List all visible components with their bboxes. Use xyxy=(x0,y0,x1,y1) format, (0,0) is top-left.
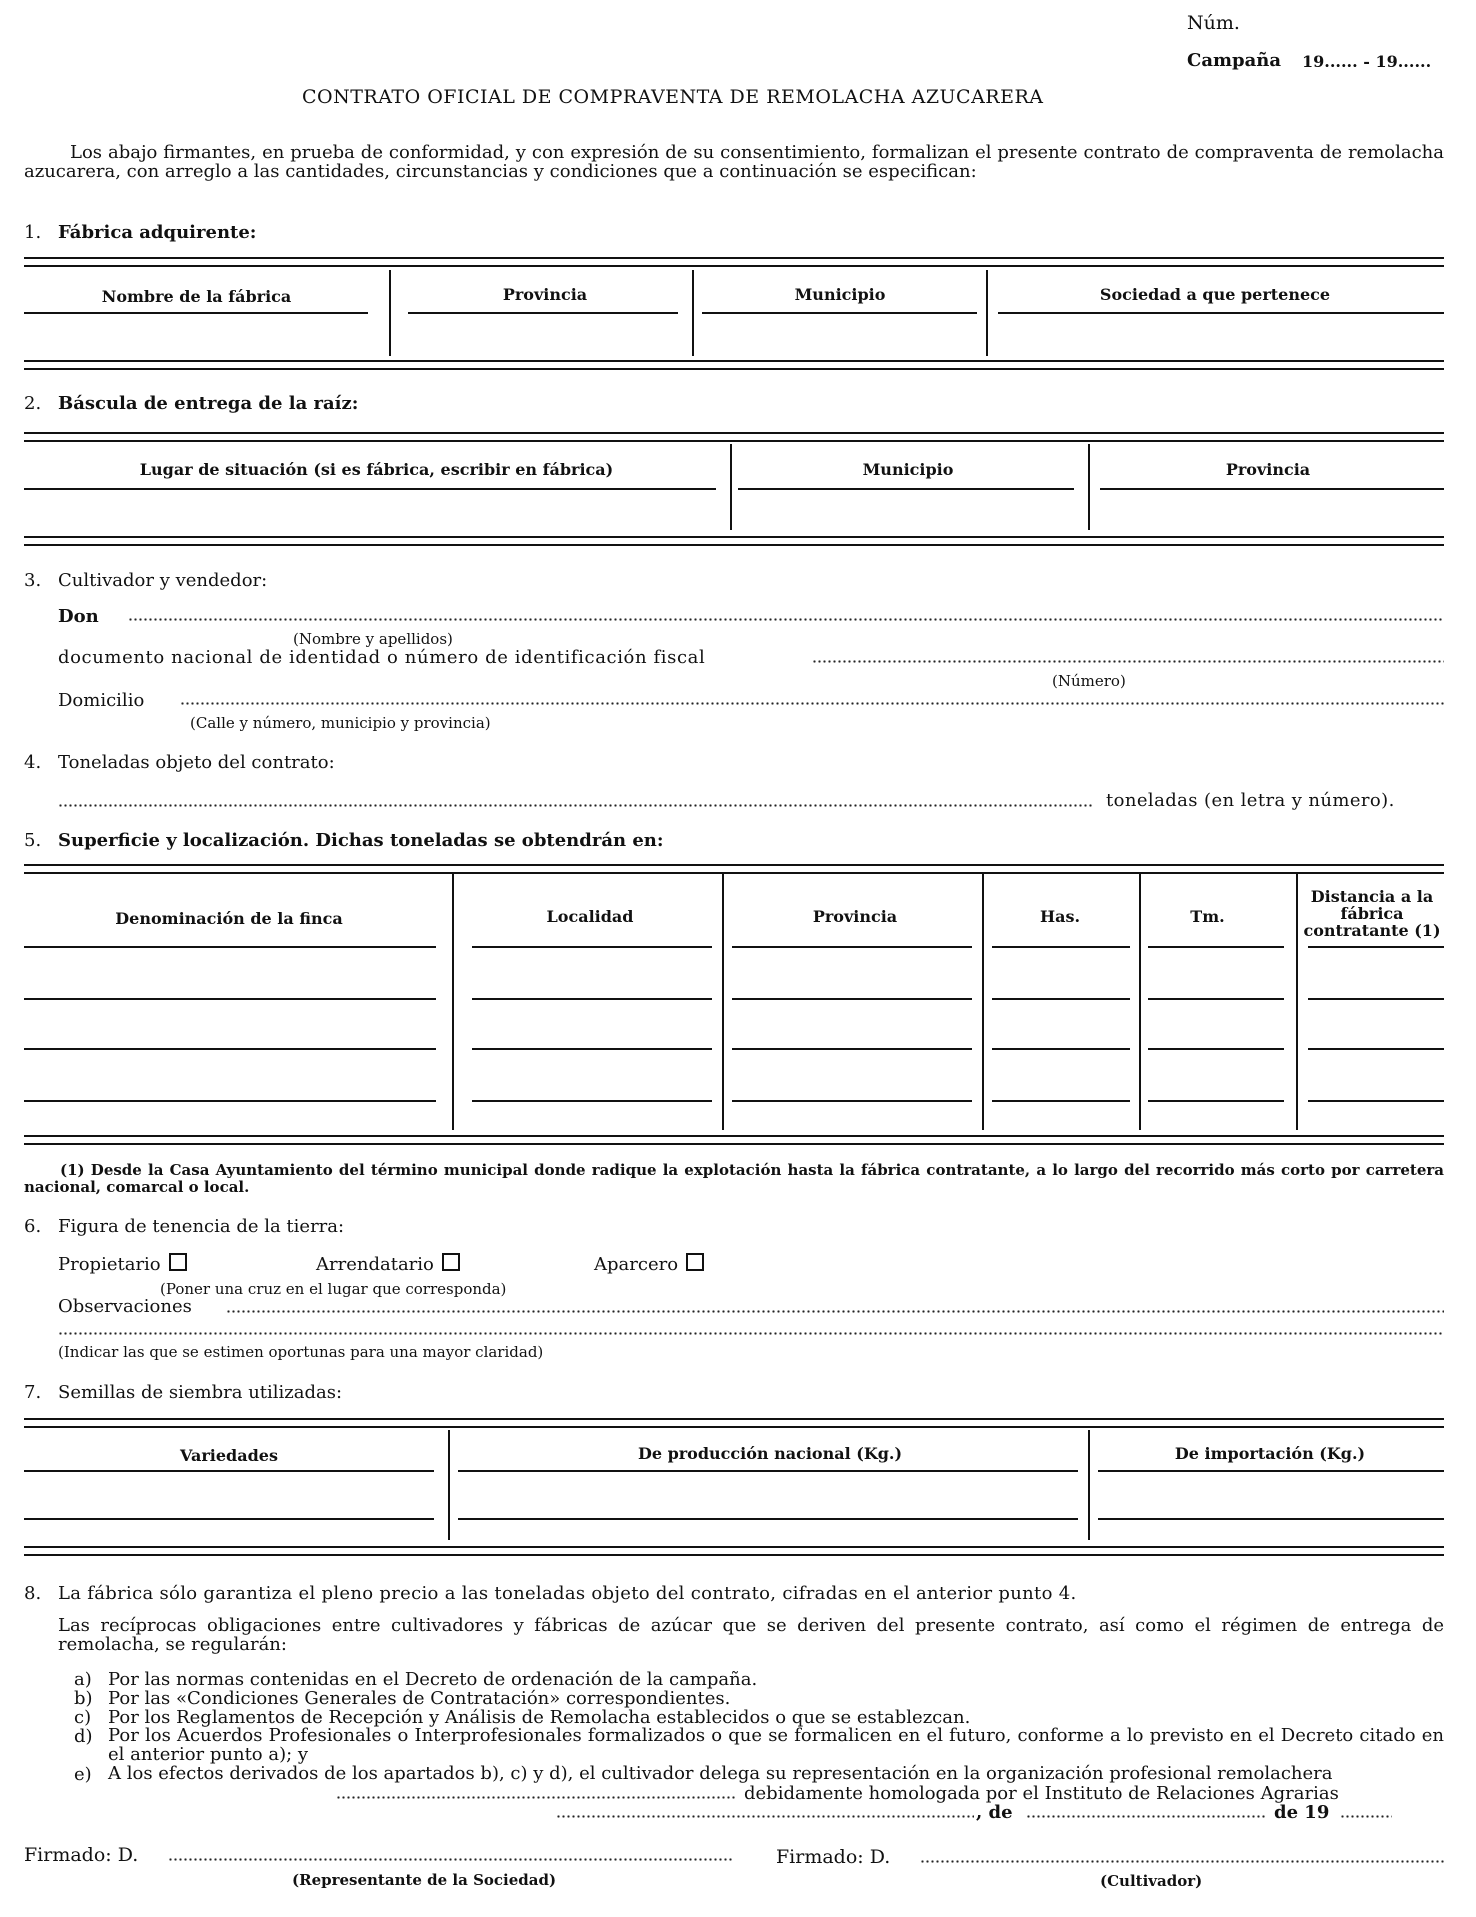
doc-field[interactable] xyxy=(812,660,1444,663)
table-2-header-rule xyxy=(24,488,716,490)
section-8-paragraph: Las recíprocas obligaciones entre cultivadores y fábricas de azúcar que se deriven del presente contrato, así como el régimen de entrega de remolacha, se regularán: xyxy=(58,1615,1444,1655)
footnote-1: (1) Desde la Casa Ayuntamiento del término municipal donde radique la explotación hasta la fábrica contratante, a lo largo del recorrido más corto por carretera nacional, comarcal o local. xyxy=(24,1161,1444,1196)
section-3-number: 3. xyxy=(24,570,42,591)
table-1-top-rule xyxy=(24,257,1444,267)
table-2-divider xyxy=(730,444,732,530)
table-1-divider xyxy=(986,270,988,356)
col-municipio: Municipio xyxy=(794,285,886,304)
table-5-bottom-rule xyxy=(24,1135,1444,1145)
table-5-row-rule xyxy=(992,946,1130,948)
table-1-bottom-rule xyxy=(24,360,1444,370)
de-label-2: de 19 xyxy=(1274,1802,1330,1823)
col-variedades: Variedades xyxy=(180,1446,278,1465)
table-7-rule xyxy=(458,1470,1078,1472)
col-provincia: Provincia xyxy=(502,285,588,304)
form-title: CONTRATO OFICIAL DE COMPRAVENTA DE REMOLACHA AZUCARERA xyxy=(302,86,1044,108)
col-provincia-5: Provincia xyxy=(812,907,898,926)
aparcero-label: Aparcero xyxy=(594,1254,679,1275)
section-1-title: Fábrica adquirente: xyxy=(58,222,257,243)
domicilio-hint: (Calle y número, municipio y provincia) xyxy=(190,714,491,732)
table-5-row-rule xyxy=(1308,998,1444,1000)
domicilio-label: Domicilio xyxy=(58,690,145,711)
campaign-value[interactable]: 19...... - 19...... xyxy=(1302,52,1432,71)
doc-hint: (Número) xyxy=(1052,672,1126,690)
table-2-bottom-rule xyxy=(24,536,1444,546)
propietario-label: Propietario xyxy=(58,1254,161,1275)
signature-left-field[interactable] xyxy=(168,1858,734,1861)
section-5-number: 5. xyxy=(24,830,42,851)
table-5-row-rule xyxy=(1148,946,1284,948)
num-label: Núm. xyxy=(1187,12,1240,34)
section-2-number: 2. xyxy=(24,393,42,414)
observaciones-label: Observaciones xyxy=(58,1296,192,1317)
option-propietario[interactable] xyxy=(58,1253,187,1275)
section-8-title: La fábrica sólo garantiza el pleno precio a las toneladas objeto del contrato, cifradas en el anterior punto 4. xyxy=(58,1583,1077,1604)
table-1-header-rule xyxy=(998,312,1444,314)
table-7-top-rule xyxy=(24,1418,1444,1428)
section-8-number: 8. xyxy=(24,1583,42,1604)
item-d-text: Por los Acuerdos Profesionales o Interprofesionales formalizados o que se formalicen en el futuro, conforme a lo previsto en el Decreto citado en el anterior punto a); y xyxy=(108,1725,1444,1765)
item-b-letter: b) xyxy=(74,1688,93,1709)
table-7-bottom-rule xyxy=(24,1546,1444,1556)
table-5-row-rule xyxy=(1148,1100,1284,1102)
col-nombre-fabrica: Nombre de la fábrica xyxy=(101,287,292,306)
table-5-row-rule xyxy=(1148,998,1284,1000)
col-distancia: Distancia a la fábrica contratante (1) xyxy=(1303,887,1441,940)
aparcero-checkbox[interactable] xyxy=(686,1253,704,1271)
section-2-title: Báscula de entrega de la raíz: xyxy=(58,393,359,414)
section-7-number: 7. xyxy=(24,1382,42,1403)
item-b-text: Por las «Condiciones Generales de Contratación» correspondientes. xyxy=(108,1688,731,1709)
table-5-divider xyxy=(1139,874,1141,1130)
observaciones-hint: (Indicar las que se estimen oportunas para una mayor claridad) xyxy=(58,1343,544,1361)
table-5-row-rule xyxy=(732,946,972,948)
table-5-row-rule xyxy=(1148,1048,1284,1050)
item-c-text: Por los Reglamentos de Recepción y Análisis de Remolacha establecidos o que se establezcan. xyxy=(108,1707,971,1728)
item-e-text: A los efectos derivados de los apartados b), c) y d), el cultivador delega su representación en la organización profesional remolachera xyxy=(108,1763,1333,1784)
table-1-header-rule xyxy=(24,312,368,314)
table-5-row-rule xyxy=(1308,1100,1444,1102)
option-aparcero[interactable] xyxy=(594,1253,704,1275)
section-6-title: Figura de tenencia de la tierra: xyxy=(58,1216,345,1237)
don-field[interactable] xyxy=(128,618,1444,621)
options-hint: (Poner una cruz en el lugar que corresponda) xyxy=(160,1280,507,1298)
table-2-top-rule xyxy=(24,432,1444,442)
table-5-row-rule xyxy=(24,946,436,948)
table-7-divider xyxy=(448,1430,450,1540)
toneladas-suffix: toneladas (en letra y número). xyxy=(1106,790,1395,811)
doc-label: documento nacional de identidad o número de identificación fiscal xyxy=(58,647,706,668)
table-2-header-rule xyxy=(1100,488,1444,490)
item-d-letter: d) xyxy=(74,1726,93,1747)
table-5-row-rule xyxy=(472,1048,712,1050)
month-field[interactable] xyxy=(1026,1815,1266,1818)
table-7-rule xyxy=(1098,1518,1444,1520)
col-tm: Tm. xyxy=(1190,907,1225,926)
propietario-checkbox[interactable] xyxy=(169,1253,187,1271)
organizacion-field[interactable] xyxy=(336,1796,736,1799)
table-5-divider xyxy=(722,874,724,1130)
table-5-row-rule xyxy=(732,998,972,1000)
table-7-divider xyxy=(1088,1430,1090,1540)
domicilio-field[interactable] xyxy=(180,702,1444,705)
table-5-row-rule xyxy=(24,1100,436,1102)
col-has: Has. xyxy=(1039,907,1081,926)
section-5-title: Superficie y localización. Dichas toneladas se obtendrán en: xyxy=(58,830,664,851)
section-3-title: Cultivador y vendedor: xyxy=(58,570,268,591)
signature-right-label: Firmado: D. xyxy=(776,1846,891,1868)
table-5-row-rule xyxy=(472,946,712,948)
year-field[interactable] xyxy=(1340,1815,1392,1818)
col-lugar-situacion: Lugar de situación (si es fábrica, escribir en fábrica) xyxy=(139,460,614,479)
homologada-text: debidamente homologada por el Instituto de Relaciones Agrarias xyxy=(744,1783,1339,1804)
signature-left-label: Firmado: D. xyxy=(24,1844,139,1866)
table-5-row-rule xyxy=(992,998,1130,1000)
section-1-number: 1. xyxy=(24,222,42,243)
table-5-row-rule xyxy=(472,1100,712,1102)
col-finca: Denominación de la finca xyxy=(115,909,343,928)
table-5-row-rule xyxy=(992,1048,1130,1050)
option-arrendatario[interactable] xyxy=(316,1253,460,1275)
table-5-divider xyxy=(982,874,984,1130)
de-label-1: , de xyxy=(976,1802,1013,1823)
section-7-title: Semillas de siembra utilizadas: xyxy=(58,1382,343,1403)
table-5-row-rule xyxy=(1308,946,1444,948)
table-5-divider xyxy=(1296,874,1298,1130)
table-1-divider xyxy=(692,270,694,356)
table-1-header-rule xyxy=(702,312,977,314)
table-2-divider xyxy=(1088,444,1090,530)
table-7-rule xyxy=(1098,1470,1444,1472)
col-produccion-nacional: De producción nacional (Kg.) xyxy=(637,1444,903,1463)
table-7-rule xyxy=(24,1518,434,1520)
table-1-header-rule xyxy=(408,312,678,314)
item-a-letter: a) xyxy=(74,1669,92,1690)
col-importacion: De importación (Kg.) xyxy=(1174,1444,1366,1463)
item-c-letter: c) xyxy=(74,1707,92,1728)
signature-left-hint: (Representante de la Sociedad) xyxy=(292,1871,557,1889)
section-4-number: 4. xyxy=(24,752,42,773)
table-5-row-rule xyxy=(24,998,436,1000)
table-7-rule xyxy=(24,1470,434,1472)
table-1-divider xyxy=(389,270,391,356)
table-5-row-rule xyxy=(472,998,712,1000)
arrendatario-checkbox[interactable] xyxy=(442,1253,460,1271)
col-municipio-2: Municipio xyxy=(862,460,954,479)
arrendatario-label: Arrendatario xyxy=(316,1254,434,1275)
col-localidad: Localidad xyxy=(546,907,634,926)
item-e-letter: e) xyxy=(74,1764,92,1785)
don-label: Don xyxy=(58,606,99,627)
table-2-header-rule xyxy=(738,488,1074,490)
campaign-label: Campaña xyxy=(1187,50,1282,71)
col-sociedad: Sociedad a que pertenece xyxy=(1099,285,1331,304)
signature-right-hint: (Cultivador) xyxy=(1100,1872,1203,1890)
signature-right-field[interactable] xyxy=(920,1860,1444,1863)
table-5-top-rule xyxy=(24,864,1444,874)
observaciones-field-2[interactable] xyxy=(58,1332,1444,1335)
item-a-text: Por las normas contenidas en el Decreto de ordenación de la campaña. xyxy=(108,1669,758,1690)
col-provincia-2: Provincia xyxy=(1225,460,1311,479)
table-5-row-rule xyxy=(24,1048,436,1050)
toneladas-field[interactable] xyxy=(58,804,1094,807)
don-hint: (Nombre y apellidos) xyxy=(293,630,453,648)
table-7-rule xyxy=(458,1518,1078,1520)
section-4-title: Toneladas objeto del contrato: xyxy=(58,752,335,773)
table-5-row-rule xyxy=(992,1100,1130,1102)
section-6-number: 6. xyxy=(24,1216,42,1237)
table-5-row-rule xyxy=(732,1100,972,1102)
place-field[interactable] xyxy=(556,1815,974,1818)
intro-paragraph: Los abajo firmantes, en prueba de conformidad, y con expresión de su consentimiento, formalizan el presente contrato de compraventa de remolacha azucarera, con arreglo a las cantidades, circunstancias y condiciones que a continuación se especifican: xyxy=(24,142,1444,182)
table-5-row-rule xyxy=(1308,1048,1444,1050)
observaciones-field-1[interactable] xyxy=(226,1310,1444,1313)
table-5-row-rule xyxy=(732,1048,972,1050)
table-5-divider xyxy=(452,874,454,1130)
